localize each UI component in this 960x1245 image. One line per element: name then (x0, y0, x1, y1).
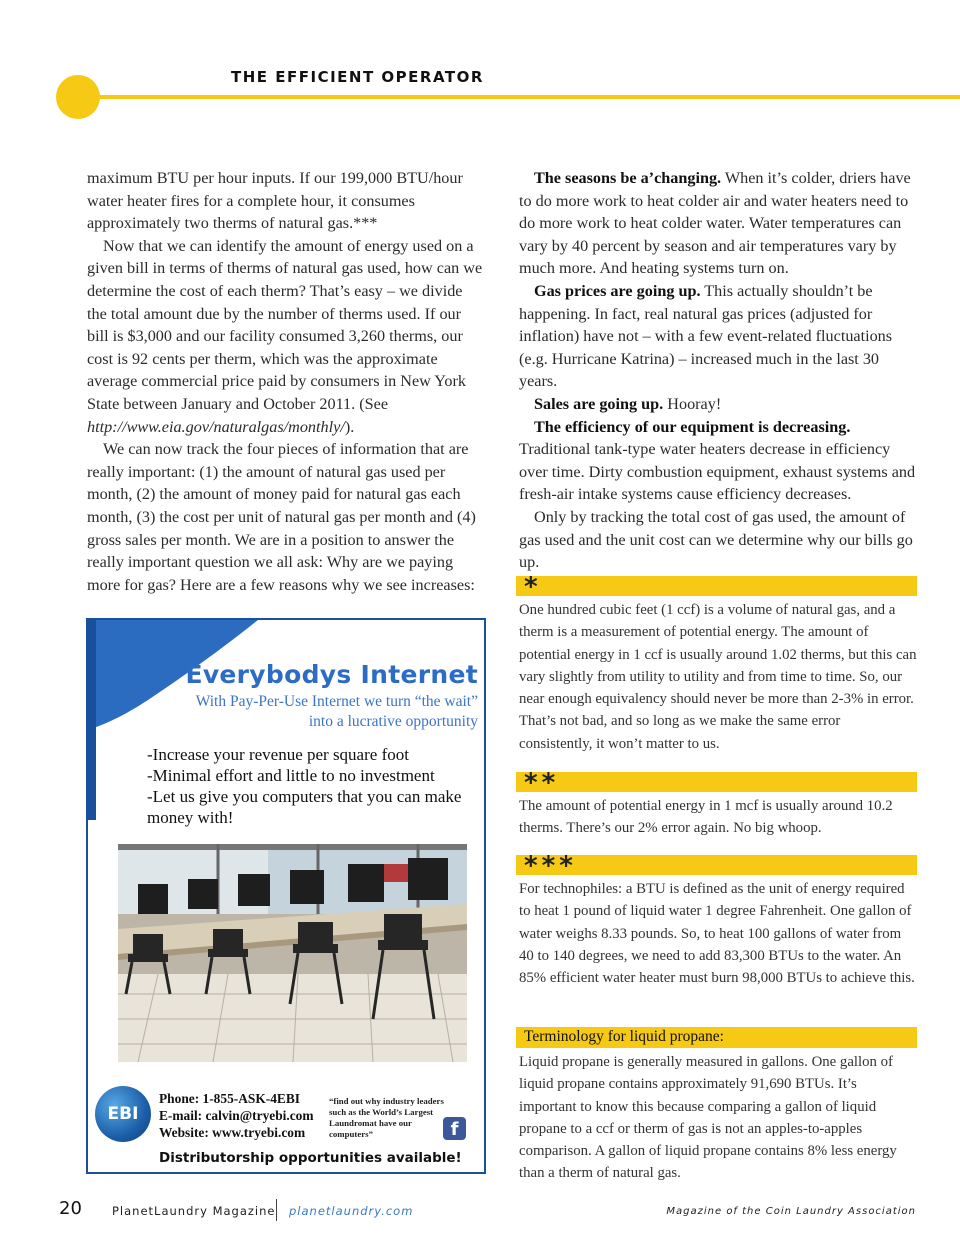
ad-subtitle: With Pay-Per-Use Internet we turn “the wait” into a lucrative opportunity (195, 693, 478, 730)
note-bar-4 (516, 1027, 917, 1048)
paragraph: maximum BTU per hour inputs. If our 199,000 BTU/hour water heater fires for a complete hour, it consumes approximately two therms of natural gas.*** (87, 169, 463, 233)
asterisk-marker: *** (524, 851, 577, 881)
footnote-3: For technophiles: a BTU is defined as the unit of energy required to heat 1 pound of liquid water 1 degree Fahrenheit. One gallon of water weighs 8.33 pounds. So, to heat 100 gallons of water from 40 to 140 degrees, we need to add 83,300 BTUs to the water. An 85% efficient water heater must burn 98,000 BTUs to achieve this. (519, 881, 915, 987)
ebi-logo: EBI (95, 1086, 151, 1142)
reason-lead: The seasons be a’changing. (534, 169, 722, 187)
asterisk-marker: * (524, 572, 542, 602)
paragraph: Now that we can identify the amount of energy used on a given bill in terms of therms of natural gas used, how can we determine the cost of each therm? That’s easy – we divide the total amount due by the number of therms used. If our bill is $3,000 and our facility consumed 3,260 therms, our cost is 92 cents per therm, which was the approximate average commercial price paid by consumers in New York State between January and October 2011. (See http://www.eia.gov/naturalgas/monthly/). (87, 236, 483, 436)
eia-link[interactable]: http://www.eia.gov/naturalgas/monthly/ (87, 417, 345, 436)
reason-item: The seasons be a’changing. When it’s colder, driers have to do more work to heat colder air and water heaters need to do more work to heat colder water. Water temperatures can vary by 40 percent by season and air temperatures vary by much more. And heating systems turn on. (519, 169, 911, 278)
section-title: THE EFFICIENT OPERATOR (231, 68, 484, 86)
magazine-name: PlanetLaundry Magazine (112, 1204, 276, 1218)
asterisk-marker: ** (524, 768, 560, 798)
footnote-2: The amount of potential energy in 1 mcf is usually around 10.2 therms. There’s our 2% error again. No big whoop. (519, 798, 893, 837)
note-bar-3 (516, 851, 917, 881)
ad-website[interactable]: Website: www.tryebi.com (159, 1124, 306, 1140)
ad-distributorship: Distributorship opportunities available! (159, 1150, 462, 1166)
note-bar-1 (516, 572, 917, 602)
footer-divider (276, 1199, 277, 1221)
ad-bullet: -Minimal effort and little to no investment (147, 766, 435, 785)
reason-item: Sales are going up. Hooray! (534, 394, 722, 413)
ad-contact (159, 1091, 314, 1141)
ad-bullet: -Let us give you computers that you can make money with! (147, 787, 462, 827)
note-bar-2 (516, 768, 917, 798)
advertisement[interactable] (86, 618, 486, 1174)
reason-lead: The efficiency of our equipment is decreasing. (534, 417, 851, 436)
ad-title: Everybodys Internet (185, 660, 478, 689)
magazine-site-link[interactable]: planetlaundry.com (289, 1204, 414, 1218)
ad-phone: Phone: 1-855-ASK-4EBI (159, 1091, 300, 1106)
paragraph: We can now track the four pieces of information that are really important: (1) the amount of natural gas used per month, (2) the amount of money paid for natural gas each month, (3) the cost per unit of natural gas per month and (4) gross sales per month. We are in a position to answer the really important question we all ask: Why are we paying more for gas? Here are a few reasons why we see increases: (87, 440, 476, 594)
reason-lead: Gas prices are going up. (534, 281, 701, 300)
footnote-propane: Liquid propane is generally measured in gallons. One gallon of liquid propane contains approximately 91,690 BTUs. It’s important to know this because comparing a gallon of liquid propane to a ccf or therm of gas is not an apples-to-apples comparison. A gallon of liquid propane contains 8% less energy than a therm of natural gas. (519, 1054, 897, 1182)
page-number: 20 (59, 1198, 82, 1219)
closing-paragraph: Only by tracking the total cost of gas used, the amount of gas used and the unit cost can we determine why our bills go up. (519, 507, 913, 572)
header-yellow-dot (56, 75, 100, 119)
ad-bullets (147, 744, 477, 828)
ad-bullet: -Increase your revenue per square foot (147, 745, 409, 764)
header-rule (96, 95, 960, 99)
footnote-1: One hundred cubic feet (1 ccf) is a volume of natural gas, and a therm is a measurement of potential energy. The amount of potential energy in 1 ccf is usually around 1.02 therms, but this can vary slightly from utility to utility and from time to time. So, our near enough equivalency should never be more than 2-3% in error. That’s not bad, and so long as we make the same error consistently, it won’t matter to us. (519, 602, 917, 752)
reason-item: Gas prices are going up. This actually shouldn’t be happening. In fact, real natural gas prices (adjusted for inflation) have not – with a few event-related fluctuations (e.g. Hurricane Katrina) – increased much in the last 30 years. (519, 281, 893, 391)
reason-lead: Sales are going up. (534, 394, 664, 413)
association-tagline: Magazine of the Coin Laundry Association (666, 1206, 916, 1217)
right-column (519, 167, 917, 574)
left-column (87, 167, 485, 596)
ad-quote: “find out why industry leaders such as the World’s Largest Laundromat have our computers” (329, 1096, 444, 1139)
facebook-icon[interactable]: f (443, 1117, 466, 1140)
propane-heading: Terminology for liquid propane: (524, 1028, 724, 1045)
reason-item: The efficiency of our equipment is decreasing. Traditional tank-type water heaters decrease in efficiency over time. Dirty combustion equipment, exhaust systems and fresh-air intake systems cause efficiency decreases. (519, 417, 916, 504)
ad-email[interactable]: E-mail: calvin@tryebi.com (159, 1107, 314, 1123)
kiosk-photo (118, 844, 467, 1062)
